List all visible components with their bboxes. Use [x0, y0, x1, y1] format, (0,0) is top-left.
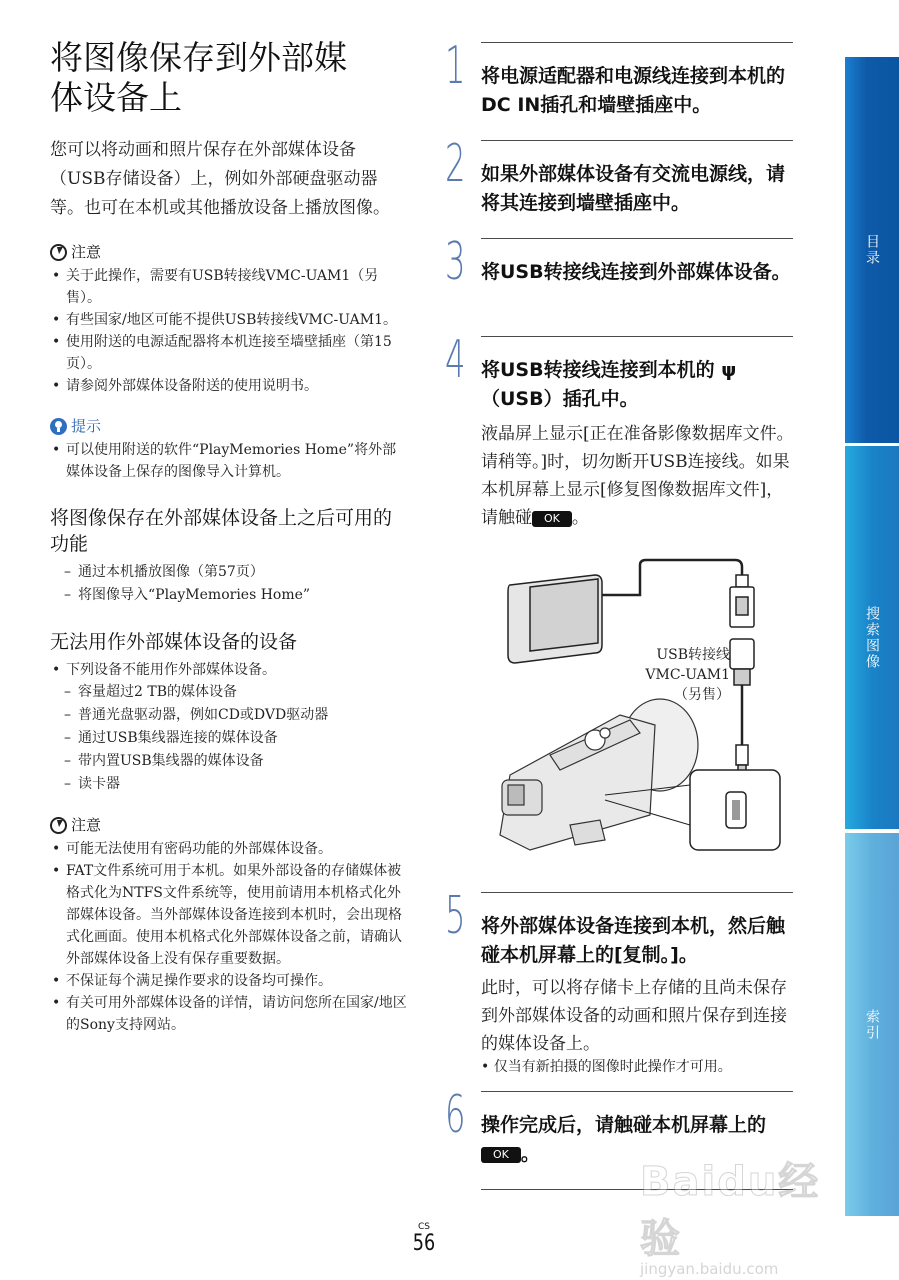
divider [481, 42, 793, 43]
step-heading-end: 。 [520, 1143, 540, 1165]
ok-button-glyph: OK [481, 1147, 521, 1163]
caution-box-1 [50, 241, 410, 397]
watermark-url: jingyan.baidu.com [640, 1260, 779, 1278]
list-item: – 通过USB集线器连接的媒体设备 [64, 727, 410, 750]
camcorder-icon [500, 699, 698, 850]
divider [481, 238, 793, 239]
tab-label: 索引 [864, 1008, 880, 1041]
baidu-watermark [640, 1150, 850, 1278]
step-number: 5 [445, 886, 466, 946]
caption-line: （另售） [674, 687, 730, 703]
caution-list [50, 838, 410, 1036]
step-5 [445, 886, 795, 1082]
list-item: – 读卡器 [64, 773, 410, 796]
step-3 [445, 232, 795, 333]
hint-heading-label: 提示 [71, 417, 102, 435]
caution-heading-label: 注意 [71, 243, 102, 261]
page-title-line2: 体设备上 [50, 78, 182, 117]
lightbulb-icon [50, 418, 67, 435]
tab-contents[interactable] [845, 57, 899, 443]
divider [481, 140, 793, 141]
functions-list [50, 561, 410, 607]
list-item: • 可以使用附送的软件“PlayMemories Home”将外部媒体设备上保存的图像导入计算机。 [50, 439, 410, 483]
step-number: 3 [445, 232, 466, 292]
tab-label: 搜索图像 [864, 605, 880, 670]
hint-heading [50, 415, 410, 437]
caution-heading-label: 注意 [71, 816, 102, 834]
step-heading: 如果外部媒体设备有交流电源线，请将其连接到墙壁插座中。 [481, 163, 786, 214]
list-item: • 使用附送的电源适配器将本机连接至墙壁插座（第15页）。 [50, 331, 410, 375]
list-item: • FAT文件系统可用于本机。如果外部设备的存储媒体被格式化为NTFS文件系统等，使用前请用本机格式化外部媒体设备。当外部媒体设备连接到本机时，会出现格式化画面。使用本机格式化外部媒体设备之前，请确认外部媒体设备上没有保存重要数据。 [50, 860, 410, 970]
left-column [50, 38, 410, 1036]
step-body: 此时，可以将存储卡上存储的且尚未保存到外部媒体设备的动画和照片保存到连接的媒体设备上。 [481, 978, 787, 1054]
connection-illustration [490, 555, 790, 855]
page-number-value: 56 [412, 1231, 436, 1256]
unusable-list [50, 681, 410, 796]
divider [481, 336, 793, 337]
step-heading: 将电源适配器和电源线连接到本机的DC IN插孔和墙壁插座中。 [481, 65, 786, 116]
list-item: • 不保证每个满足操作要求的设备均可操作。 [50, 970, 410, 992]
step-note: • 仅当有新拍摄的图像时此操作才可用。 [481, 1059, 732, 1075]
divider [481, 892, 793, 893]
step-1 [445, 36, 795, 137]
intro-text: 您可以将动画和照片保存在外部媒体设备（USB存储设备）上，例如外部硬盘驱动器等。也可在本机或其他播放设备上播放图像。 [50, 140, 390, 218]
caution-icon [50, 244, 67, 261]
caution-heading [50, 241, 410, 263]
page-lang: CS [418, 1222, 430, 1232]
list-item: – 将图像导入“PlayMemories Home” [64, 584, 410, 607]
caption-line: VMC-UAM1 [645, 667, 730, 683]
step-heading: 将USB转接线连接到本机的 ψ（USB）插孔中。 [481, 359, 737, 410]
step-number: 2 [445, 134, 466, 194]
tab-index[interactable] [845, 833, 899, 1216]
caution-icon [50, 817, 67, 834]
list-item: • 关于此操作，需要有USB转接线VMC-UAM1（另售）。 [50, 265, 410, 309]
caution-heading [50, 814, 410, 836]
camcorder-usb-diagram [490, 555, 790, 855]
step-heading: 将USB转接线连接到外部媒体设备。 [481, 261, 791, 283]
step-body-text: 液晶屏上显示[正在准备影像数据库文件。请稍等。]时，切勿断开USB连接线。如果本机屏幕上显示[修复图像数据库文件]，请触碰 [481, 424, 794, 528]
list-item: – 通过本机播放图像（第57页） [64, 561, 410, 584]
functions-heading: 将图像保存在外部媒体设备上之后可用的功能 [50, 507, 393, 555]
step-body-end: 。 [571, 508, 589, 528]
page-title-line1: 将图像保存到外部媒 [50, 38, 347, 77]
step-body [481, 420, 795, 532]
step-heading: 将外部媒体设备连接到本机，然后触碰本机屏幕上的[复制。]。 [481, 915, 786, 966]
hint-box [50, 415, 410, 483]
list-item: • 有些国家/地区可能不提供USB转接线VMC-UAM1。 [50, 309, 410, 331]
step-heading-text: 操作完成后，请触碰本机屏幕上的 [481, 1114, 767, 1136]
list-item: – 容量超过2 TB的媒体设备 [64, 681, 410, 704]
watermark-brand: Baidu经验 [640, 1159, 821, 1262]
list-item: – 普通光盘驱动器，例如CD或DVD驱动器 [64, 704, 410, 727]
page-title [50, 38, 410, 118]
step-4 [445, 330, 795, 556]
caution-list [50, 265, 410, 397]
unusable-lead-list [50, 659, 410, 681]
ok-button-glyph: OK [532, 511, 572, 527]
caption-line: USB转接线 [656, 647, 730, 663]
divider [481, 1091, 793, 1092]
step-note-text: 仅当有新拍摄的图像时此操作才可用。 [493, 1059, 732, 1075]
step-2 [445, 134, 795, 235]
list-item: • 下列设备不能用作外部媒体设备。 [50, 659, 410, 681]
cable-caption [630, 645, 730, 705]
step-number: 1 [445, 36, 466, 96]
caution-box-2 [50, 814, 410, 1036]
step-number: 6 [445, 1085, 466, 1145]
unusable-heading: 无法用作外部媒体设备的设备 [50, 631, 298, 653]
tab-search-images[interactable] [845, 446, 899, 829]
list-item: • 有关可用外部媒体设备的详情，请访问您所在国家/地区的Sony支持网站。 [50, 992, 410, 1036]
step-number: 4 [445, 330, 466, 390]
list-item: • 请参阅外部媒体设备附送的使用说明书。 [50, 375, 410, 397]
page-number [409, 1222, 439, 1256]
external-drive-icon [508, 575, 602, 663]
hint-list [50, 439, 410, 483]
list-item: • 可能无法使用有密码功能的外部媒体设备。 [50, 838, 410, 860]
tab-label: 目录 [864, 234, 880, 266]
list-item: – 带内置USB集线器的媒体设备 [64, 750, 410, 773]
